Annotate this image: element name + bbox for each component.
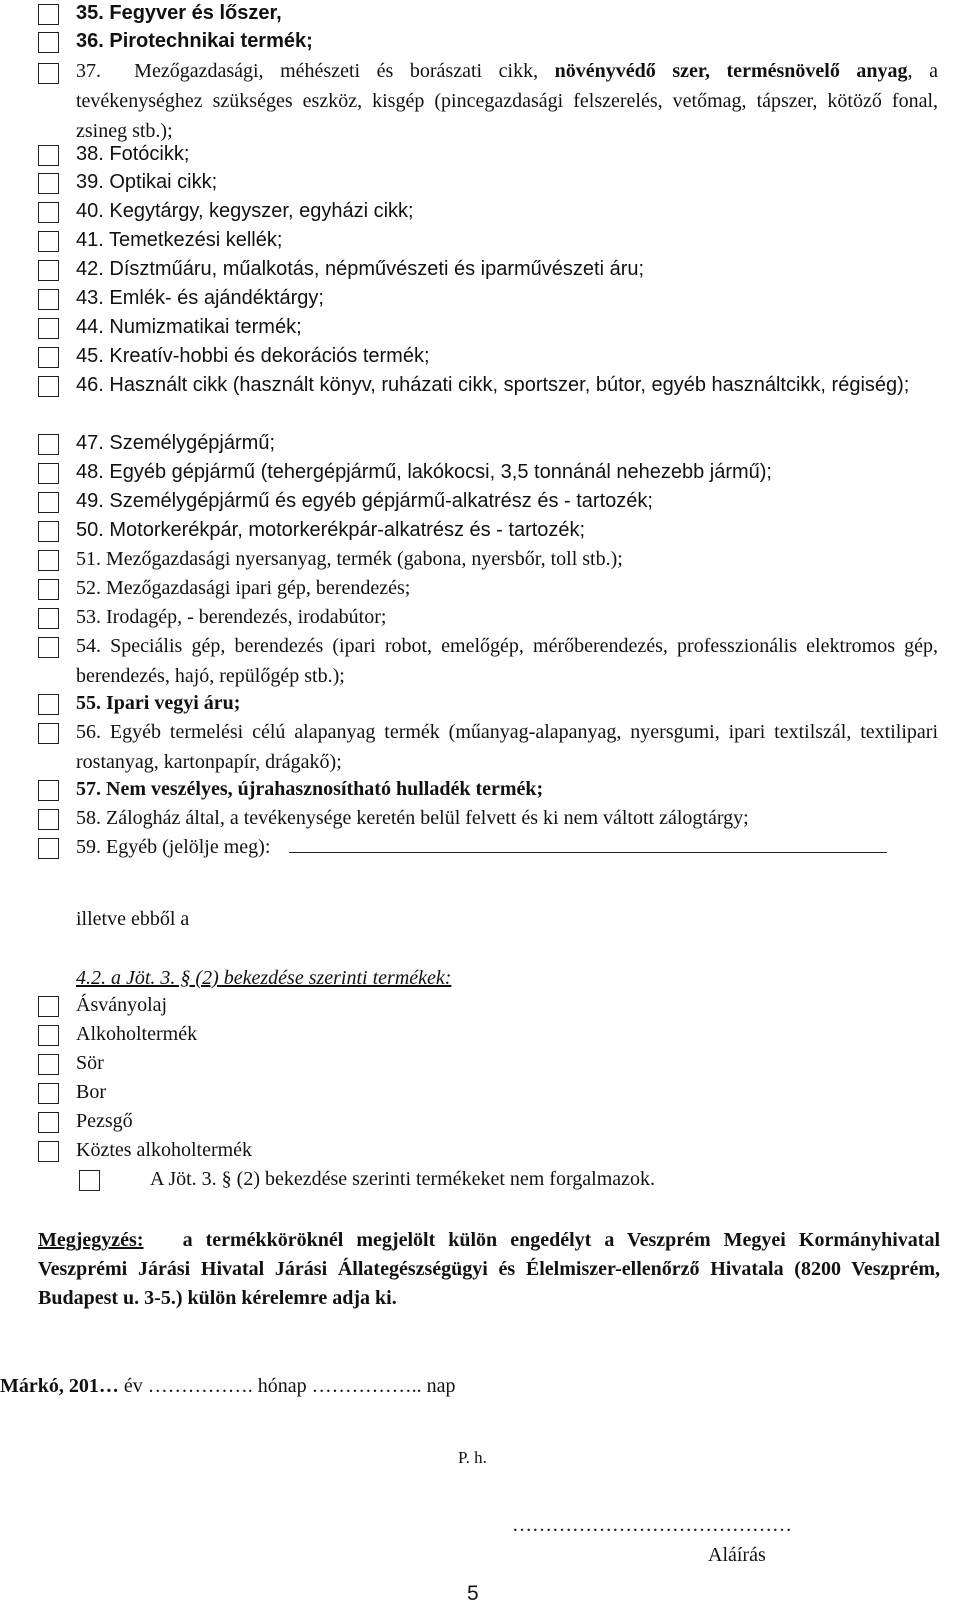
item-text: Speciális gép, berendezés (ipari robot, emelőgép, mérőberendezés, professzionális elektromos gép, berendezés, hajó, repülőgép stb.); — [76, 635, 938, 687]
item-text: Nem veszélyes, újrahasznosítható hulladék termék; — [106, 778, 544, 800]
checkbox-47[interactable] — [38, 434, 59, 455]
jot-item-label: Ásványolaj — [76, 994, 168, 1016]
checkbox-58[interactable] — [38, 809, 59, 830]
checkbox-54[interactable] — [38, 637, 59, 658]
item-text: Mezőgazdasági ipari gép, berendezés; — [106, 577, 411, 599]
item-number: 48. — [76, 461, 104, 483]
checkbox-koztes[interactable] — [38, 1141, 59, 1162]
item-number: 37. — [76, 60, 101, 82]
illetve-text: illetve ebből a — [76, 908, 190, 930]
checkbox-35[interactable] — [38, 4, 59, 25]
date-place: Márkó, 201… — [0, 1375, 119, 1397]
checkbox-alkoholtermek[interactable] — [38, 1025, 59, 1046]
checkbox-59[interactable] — [38, 838, 59, 859]
date-ev: év ……………. — [123, 1375, 253, 1397]
checkbox-52[interactable] — [38, 579, 59, 600]
checkbox-50[interactable] — [38, 521, 59, 542]
item-text: Zálogház által, a tevékenysége keretén belül felvett és ki nem váltott zálogtárgy; — [106, 807, 749, 829]
checkbox-38[interactable] — [38, 145, 59, 166]
item-number: 40. — [76, 200, 104, 222]
checkbox-49[interactable] — [38, 492, 59, 513]
checkbox-51[interactable] — [38, 550, 59, 571]
jot-item-label: Alkoholtermék — [76, 1023, 198, 1045]
checkbox-bor[interactable] — [38, 1083, 59, 1104]
checkbox-57[interactable] — [38, 780, 59, 801]
item-number: 54. — [76, 635, 101, 657]
jot-item-label: Köztes alkoholtermék — [76, 1139, 253, 1161]
checkbox-55[interactable] — [38, 694, 59, 715]
item-number: 45. — [76, 345, 104, 367]
item-number: 58. — [76, 807, 101, 829]
item-number: 35. — [76, 2, 104, 24]
item-number: 57. — [76, 778, 101, 800]
item-number: 36. — [76, 30, 104, 52]
item-text: Személygépjármű; — [109, 432, 275, 454]
item-number: 44. — [76, 316, 104, 338]
checkbox-37[interactable] — [38, 63, 59, 84]
checkbox-sor[interactable] — [38, 1054, 59, 1075]
item-text: Temetkezési kellék; — [109, 229, 283, 251]
checkbox-asvanyolaj[interactable] — [38, 996, 59, 1017]
note-paragraph — [38, 1226, 940, 1313]
other-specify-line[interactable] — [289, 834, 887, 853]
checkbox-56[interactable] — [38, 723, 59, 744]
item-number: 46. — [76, 374, 104, 396]
item-text: Fotócikk; — [109, 143, 190, 165]
signature-line: …………………………………… — [512, 1514, 792, 1536]
item-number: 53. — [76, 606, 101, 628]
checkbox-44[interactable] — [38, 318, 59, 339]
checkbox-pezsgo[interactable] — [38, 1112, 59, 1133]
checkbox-42[interactable] — [38, 260, 59, 281]
section-heading: 4.2. a Jöt. 3. § (2) bekezdése szerinti termékek: — [76, 967, 452, 989]
item-text: Kegytárgy, kegyszer, egyházi cikk; — [109, 200, 414, 222]
signature-label: Aláírás — [708, 1544, 766, 1566]
checkbox-45[interactable] — [38, 347, 59, 368]
item-text: Numizmatikai termék; — [109, 316, 302, 338]
item-text: Emlék- és ajándéktárgy; — [109, 287, 324, 309]
item-text-c: , a tevékenységhez szükséges eszköz, kisgép (pincegazdasági felszerelés, vetőmag, tápszer, kötöző fonal, zsineg stb.); — [76, 60, 938, 142]
checkbox-46[interactable] — [38, 376, 59, 397]
note-label: Megjegyzés: — [38, 1229, 144, 1251]
item-number: 52. — [76, 577, 101, 599]
item-text: Dísztműáru, műalkotás, népművészeti és iparművészeti áru; — [109, 258, 645, 280]
checkbox-40[interactable] — [38, 202, 59, 223]
item-number: 59. — [76, 836, 101, 858]
item-number: 41. — [76, 229, 104, 251]
item-number: 47. — [76, 432, 104, 454]
item-number: 43. — [76, 287, 104, 309]
item-number: 39. — [76, 171, 104, 193]
item-text: Mezőgazdasági nyersanyag, termék (gabona, nyersbőr, toll stb.); — [106, 548, 623, 570]
item-text: Személygépjármű és egyéb gépjármű-alkatrész és - tartozék; — [109, 490, 653, 512]
jot-item-label: Pezsgő — [76, 1110, 133, 1132]
checkbox-43[interactable] — [38, 289, 59, 310]
date-nap: nap — [426, 1375, 456, 1397]
jot-item-label: Sör — [76, 1052, 104, 1074]
checkbox-36[interactable] — [38, 32, 59, 53]
jot-item-label: Bor — [76, 1081, 106, 1103]
item-text: Használt cikk (használt könyv, ruházati cikk, sportszer, bútor, egyéb használtcikk, régiség); — [109, 374, 910, 396]
checkbox-41[interactable] — [38, 231, 59, 252]
item-number: 56. — [76, 721, 101, 743]
item-text: Pirotechnikai termék; — [109, 30, 313, 52]
item-text-a: Mezőgazdasági, méhészeti és borászati cikk, — [134, 60, 555, 82]
checkbox-48[interactable] — [38, 463, 59, 484]
date-honap: hónap …………….. — [257, 1375, 422, 1397]
checkbox-53[interactable] — [38, 608, 59, 629]
note-text: a termékköröknél megjelölt külön engedélyt a Veszprém Megyei Kormányhivatal Veszprémi Járási Hivatal Járási Állategészségügyi és Élelmiszer-ellenőrző Hivatala (8200 Veszprém, Budapest u. 3-5.) külön kérelemre adja ki. — [38, 1229, 941, 1309]
item-number: 38. — [76, 143, 104, 165]
item-number: 42. — [76, 258, 104, 280]
checkbox-jot-none[interactable] — [79, 1170, 100, 1191]
item-text: Optikai cikk; — [109, 171, 218, 193]
item-number: 50. — [76, 519, 104, 541]
item-number: 51. — [76, 548, 101, 570]
item-text: Egyéb termelési célú alapanyag termék (műanyag-alapanyag, nyersgumi, ipari textilszál, textilipari rostanyag, kartonpapír, drágakő); — [76, 721, 939, 773]
page-number: 5 — [467, 1582, 479, 1605]
item-text: Egyéb gépjármű (tehergépjármű, lakókocsi, 3,5 tonnánál nehezebb jármű); — [109, 461, 772, 483]
checkbox-39[interactable] — [38, 173, 59, 194]
item-text: Egyéb (jelölje meg): — [106, 836, 271, 858]
item-number: 55. — [76, 692, 101, 714]
item-number: 49. — [76, 490, 104, 512]
item-text-bold: növényvédő szer, termésnövelő anyag — [554, 60, 908, 82]
item-text: Motorkerékpár, motorkerékpár-alkatrész és - tartozék; — [109, 519, 586, 541]
jot-none-label: A Jöt. 3. § (2) bekezdése szerinti termékeket nem forgalmazok. — [150, 1168, 656, 1190]
item-text: Irodagép, - berendezés, irodabútor; — [106, 606, 387, 628]
date-line — [0, 1371, 456, 1401]
item-text: Fegyver és lőszer, — [109, 2, 282, 24]
item-text: Kreatív-hobbi és dekorációs termék; — [109, 345, 430, 367]
stamp-place: P. h. — [458, 1448, 487, 1467]
item-text: Ipari vegyi áru; — [106, 692, 241, 714]
